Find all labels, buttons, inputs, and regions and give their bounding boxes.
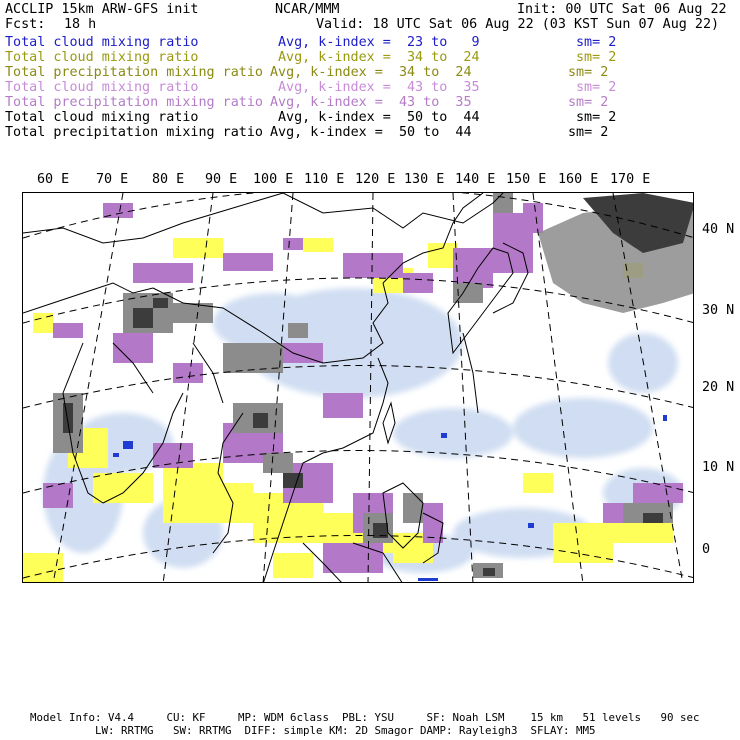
legend-row-field: Total cloud mixing ratio — [5, 110, 199, 125]
legend-row-field: Total precipitation mixing ratio — [5, 125, 263, 140]
latitude-label: 0 — [702, 542, 711, 557]
longitude-label: 120 E — [355, 172, 396, 187]
latitude-label: 30 N — [702, 303, 735, 318]
longitude-label: 60 E — [37, 172, 70, 187]
legend-row-avg: Avg, k-index = 23 to 9 — [278, 35, 480, 50]
model-info-line2: LW: RRTMG SW: RRTMG DIFF: simple KM: 2D Smagor DAMP: Rayleigh3 SFLAY: MM5 — [95, 724, 596, 737]
legend-row-avg: Avg, k-index = 50 to 44 — [270, 125, 472, 140]
legend-row-field: Total precipitation mixing ratio — [5, 65, 263, 80]
legend-row-sm: sm= 2 — [576, 50, 617, 65]
legend-row-sm: sm= 2 — [568, 65, 609, 80]
legend-row-sm: sm= 2 — [576, 80, 617, 95]
legend-row-field: Total cloud mixing ratio — [5, 35, 199, 50]
longitude-label: 160 E — [558, 172, 599, 187]
init-time: Init: 00 UTC Sat 06 Aug 22 — [517, 2, 727, 17]
forecast-map — [22, 192, 694, 583]
valid-time: Valid: 18 UTC Sat 06 Aug 22 (03 KST Sun 07 Aug 22) — [316, 17, 720, 32]
legend-row-avg: Avg, k-index = 34 to 24 — [278, 50, 480, 65]
legend-row-avg: Avg, k-index = 50 to 44 — [278, 110, 480, 125]
longitude-label: 140 E — [455, 172, 496, 187]
model-title: ACCLIP 15km ARW-GFS init — [5, 2, 199, 17]
forecast-hour: 18 h — [64, 17, 97, 32]
latitude-label: 10 N — [702, 460, 735, 475]
legend-row-field: Total cloud mixing ratio — [5, 80, 199, 95]
legend-row-sm: sm= 2 — [568, 125, 609, 140]
longitude-label: 70 E — [96, 172, 129, 187]
map-canvas — [23, 193, 694, 583]
organization-label: NCAR/MMM — [275, 2, 340, 17]
longitude-label: 170 E — [610, 172, 651, 187]
model-info-line1: Model Info: V4.4 CU: KF MP: WDM 6class PBL: YSU SF: Noah LSM 15 km 51 levels 90 sec — [30, 711, 700, 724]
legend-row-field: Total precipitation mixing ratio — [5, 95, 263, 110]
longitude-label: 110 E — [304, 172, 345, 187]
longitude-label: 80 E — [152, 172, 185, 187]
forecast-label: Fcst: — [5, 17, 46, 32]
latitude-label: 20 N — [702, 380, 735, 395]
longitude-label: 90 E — [205, 172, 238, 187]
latitude-label: 40 N — [702, 222, 735, 237]
legend-row-avg: Avg, k-index = 43 to 35 — [278, 80, 480, 95]
legend-row-field: Total cloud mixing ratio — [5, 50, 199, 65]
legend-row-sm: sm= 2 — [576, 35, 617, 50]
legend-row-avg: Avg, k-index = 43 to 35 — [270, 95, 472, 110]
legend-row-sm: sm= 2 — [568, 95, 609, 110]
longitude-label: 100 E — [253, 172, 294, 187]
legend-row-sm: sm= 2 — [576, 110, 617, 125]
longitude-label: 150 E — [506, 172, 547, 187]
longitude-label: 130 E — [404, 172, 445, 187]
legend-row-avg: Avg, k-index = 34 to 24 — [270, 65, 472, 80]
